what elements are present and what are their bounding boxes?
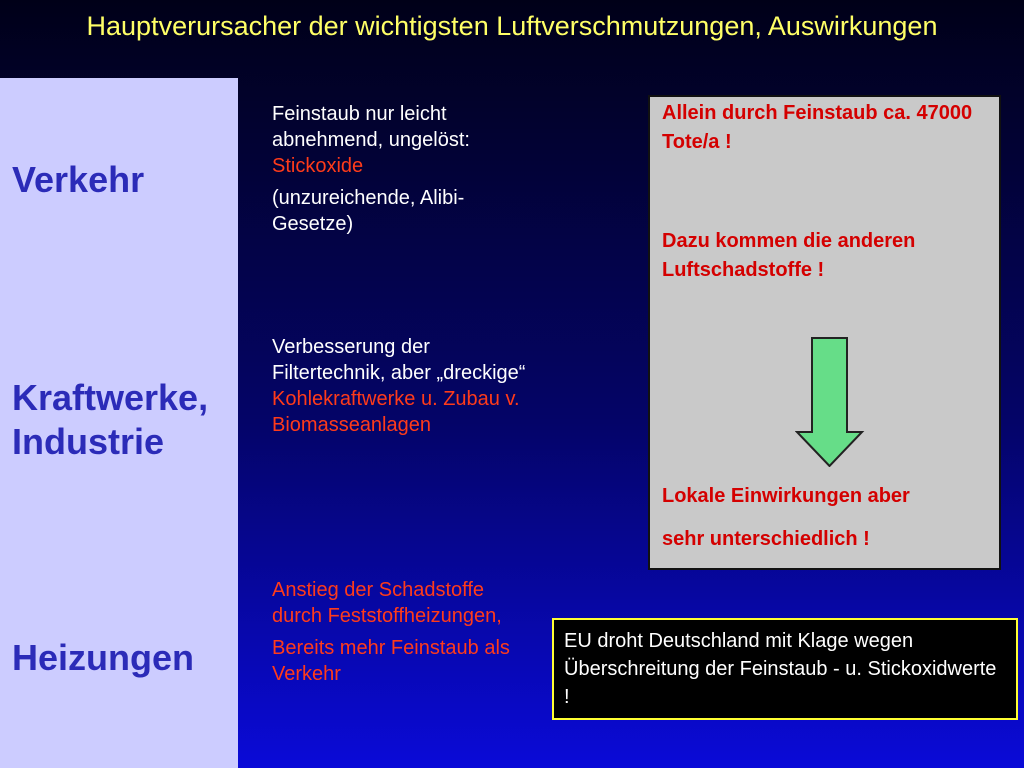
traffic-note-1	[272, 101, 537, 179]
traffic-notes	[272, 101, 537, 243]
impact-other-pollutants: Dazu kommen die anderen Luftschadstoffe !	[662, 230, 916, 281]
category-traffic: Verkehr	[12, 159, 145, 200]
heating-note-2: Bereits mehr Feinstaub als Verkehr	[272, 637, 510, 685]
heating-notes	[272, 577, 537, 693]
power-note	[272, 334, 537, 438]
eu-note: EU droht Deutschland mit Klage wegen Überschreitung der Feinstaub - u. Stickoxidwerte !	[564, 630, 997, 708]
category-heating: Heizungen	[12, 637, 195, 678]
eu-note-box	[552, 618, 1018, 720]
impact-deaths: Allein durch Feinstaub ca. 47000 Tote/a !	[662, 102, 973, 153]
category-panel	[0, 78, 238, 768]
down-arrow-icon	[795, 337, 865, 467]
category-power-line2: Industrie	[12, 421, 165, 462]
slide-title: Hauptverursacher der wichtigsten Luftverschmutzungen, Auswirkungen	[86, 11, 938, 41]
traffic-note-red: Stickoxide	[272, 155, 364, 177]
impact-local: Lokale Einwirkungen aber	[662, 485, 910, 507]
power-note-text: Verbesserung der Filtertechnik, aber „dreckige“	[272, 336, 526, 384]
heating-note-1: Anstieg der Schadstoffe durch Feststoffheizungen,	[272, 579, 502, 627]
power-notes	[272, 334, 537, 444]
impact-varied: sehr unterschiedlich !	[662, 528, 870, 550]
power-note-red: Kohlekraftwerke u. Zubau v. Biomasseanlagen	[272, 388, 520, 436]
traffic-note-text: Feinstaub nur leicht abnehmend, ungelöst:	[272, 103, 470, 151]
traffic-note-2: (unzureichende, Alibi-Gesetze)	[272, 187, 465, 235]
category-power-line1: Kraftwerke,	[12, 377, 209, 418]
impact-box	[648, 95, 1001, 570]
